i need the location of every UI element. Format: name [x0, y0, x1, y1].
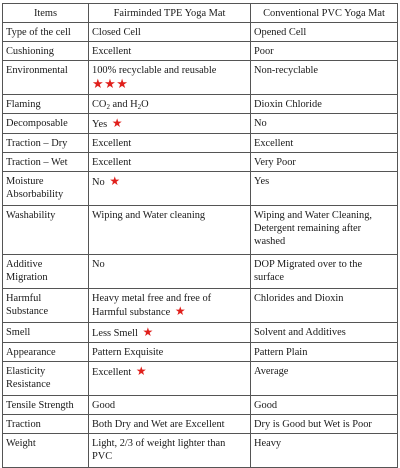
table-row [3, 153, 398, 172]
cell-tpe [89, 434, 251, 468]
cell-pvc: No [251, 114, 398, 134]
cell-tpe-text: Light, 2/3 of weight lighter than PVC [92, 438, 226, 462]
table-row [3, 172, 398, 206]
cell-item: Type of the cell [3, 23, 89, 42]
cell-pvc: Dioxin Chloride [251, 95, 398, 114]
cell-tpe [89, 172, 251, 206]
cell-item: Flaming [3, 95, 89, 114]
cell-item: Traction – Wet [3, 153, 89, 172]
cell-tpe [89, 343, 251, 362]
table-row [3, 23, 398, 42]
cell-tpe-text: $CO_2$ and $H_2O$ [92, 99, 149, 111]
table-row [3, 323, 398, 343]
cell-pvc: Chlorides and Dioxin [251, 289, 398, 323]
cell-tpe-text: Both Dry and Wet are Excellent [92, 419, 225, 430]
cell-tpe [89, 362, 251, 396]
cell-pvc: Excellent [251, 134, 398, 153]
table-row [3, 134, 398, 153]
cell-pvc: Dry is Good but Wet is Poor [251, 415, 398, 434]
cell-pvc: Very Poor [251, 153, 398, 172]
cell-item: Appearance [3, 343, 89, 362]
header-row [3, 4, 398, 23]
star-icon: ★ [109, 174, 121, 188]
cell-pvc: Opened Cell [251, 23, 398, 42]
star-icon: ★ [174, 304, 186, 318]
comparison-table-wrapper [2, 3, 398, 468]
table-row [3, 95, 398, 114]
cell-pvc: Non-recyclable [251, 61, 398, 95]
cell-tpe [89, 415, 251, 434]
cell-tpe [89, 95, 251, 114]
cell-item: Harmful Substance [3, 289, 89, 323]
cell-tpe-text: Excellent [92, 367, 132, 378]
cell-item: Traction [3, 415, 89, 434]
cell-pvc: Yes [251, 172, 398, 206]
cell-tpe [89, 153, 251, 172]
table-row [3, 289, 398, 323]
cell-tpe [89, 255, 251, 289]
cell-item: Smell [3, 323, 89, 343]
comparison-table [2, 3, 398, 468]
cell-item: Cushioning [3, 42, 89, 61]
table-row [3, 114, 398, 134]
cell-tpe-text: Good [92, 400, 116, 411]
table-row [3, 61, 398, 95]
cell-tpe [89, 323, 251, 343]
table-row [3, 42, 398, 61]
cell-item: Moisture Absorbability [3, 172, 89, 206]
cell-tpe [89, 42, 251, 61]
cell-tpe-text: Wiping and Water cleaning [92, 210, 206, 221]
cell-item: Decomposable [3, 114, 89, 134]
cell-item: Tensile Strength [3, 396, 89, 415]
cell-item: Additive Migration [3, 255, 89, 289]
table-row [3, 434, 398, 468]
cell-tpe-text: Less Smell [92, 328, 138, 339]
header-items: Items [3, 4, 89, 23]
cell-pvc: Solvent and Additives [251, 323, 398, 343]
cell-item: Washability [3, 206, 89, 255]
cell-tpe-text: Yes [92, 119, 108, 130]
cell-tpe [89, 134, 251, 153]
table-row [3, 415, 398, 434]
table-row [3, 362, 398, 396]
table-row [3, 396, 398, 415]
cell-tpe-text: Excellent [92, 138, 132, 149]
cell-pvc: Average [251, 362, 398, 396]
header-tpe: Fairminded TPE Yoga Mat [89, 4, 251, 23]
cell-tpe-text: Heavy metal free and free of Harmful substance [92, 293, 212, 318]
cell-item: Elasticity Resistance [3, 362, 89, 396]
table-row [3, 343, 398, 362]
cell-tpe-text: Excellent [92, 46, 132, 57]
cell-pvc: Good [251, 396, 398, 415]
cell-tpe [89, 289, 251, 323]
cell-tpe [89, 206, 251, 255]
cell-tpe [89, 61, 251, 95]
cell-tpe-text: No [92, 259, 105, 270]
cell-pvc: Pattern Plain [251, 343, 398, 362]
cell-tpe-text: Pattern Exquisite [92, 347, 164, 358]
cell-pvc: Wiping and Water Cleaning, Detergent remaining after washed [251, 206, 398, 255]
star-icon: ★★★ [92, 76, 129, 91]
cell-tpe-text: No [92, 177, 105, 188]
cell-tpe [89, 114, 251, 134]
star-icon: ★ [135, 364, 147, 378]
header-pvc: Conventional PVC Yoga Mat [251, 4, 398, 23]
cell-tpe-text: Excellent [92, 157, 132, 168]
table-row [3, 255, 398, 289]
cell-pvc: Heavy [251, 434, 398, 468]
cell-item: Environmental [3, 61, 89, 95]
cell-tpe-text: Closed Cell [92, 27, 141, 38]
cell-tpe-text: 100% recyclable and reusable [92, 65, 217, 76]
cell-tpe [89, 396, 251, 415]
table-row [3, 206, 398, 255]
cell-tpe [89, 23, 251, 42]
cell-item: Weight [3, 434, 89, 468]
cell-pvc: Poor [251, 42, 398, 61]
star-icon: ★ [142, 325, 154, 339]
cell-item: Traction – Dry [3, 134, 89, 153]
star-icon: ★ [111, 116, 123, 130]
cell-pvc: DOP Migrated over to the surface [251, 255, 398, 289]
